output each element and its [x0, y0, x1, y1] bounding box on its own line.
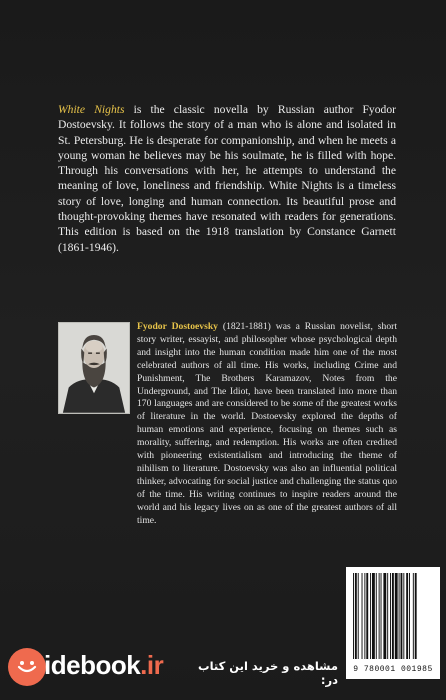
- watermark-domain[interactable]: [44, 650, 163, 681]
- book-blurb: [58, 102, 396, 255]
- idebook-watermark: [0, 641, 446, 691]
- barcode-number: 9 780001 001985: [353, 665, 433, 674]
- author-portrait-image: [58, 322, 130, 414]
- blurb-book-title: White Nights: [58, 103, 125, 116]
- idebook-logo-icon: [8, 648, 46, 686]
- watermark-domain-main: idebook: [44, 650, 141, 680]
- author-bio: [137, 321, 397, 528]
- smile-icon: [15, 660, 39, 674]
- bio-text: (1821-1881) was a Russian novelist, short story writer, essayist, and philosopher whose psychological depth and insight into the human condition made him one of the most celebrated authors of all time. His works, including Crime and Punishment, The Brothers Karamazov, Notes from the Underground, and The Idiot, have been translated into more than 170 languages and are considered to be some of the greatest works of literature in the world. Dostoevsky explored the depths of human emotions and experience, focusing on themes such as morality, suffering, and redemption. His works are often credited with pioneering existentialism and introducing the theme of nihilism to literature. Dostoevsky was also an influential political thinker, advocating for social justice and challenging the status quo of the time. His writing continues to inspire readers around the world and his legacy lives on as one of the greatest authors of all time.: [137, 321, 397, 526]
- watermark-tagline: مشاهده و خرید این کتاب در:: [198, 659, 338, 687]
- blurb-text: is the classic novella by Russian author Fyodor Dostoevsky. It follows the story of a man who is alone and isolated in St. Petersburg. He is desperate for companionship, and when he meets a young woman he believes may be his soulmate, he is filled with hope. Through his conversations with her, he attempts to understand the meaning of love, loneliness and friendship. White Nights is a timeless story of love, longing and human connection. Its beautiful prose and thought-provoking themes have resonated with readers for generations. This edition is based on the 1918 translation by Constance Garnett (1861-1946).: [58, 103, 396, 254]
- bio-author-name: Fyodor Dostoevsky: [137, 321, 218, 332]
- portrait-drawing: [59, 323, 129, 413]
- watermark-domain-suffix: .ir: [140, 650, 164, 680]
